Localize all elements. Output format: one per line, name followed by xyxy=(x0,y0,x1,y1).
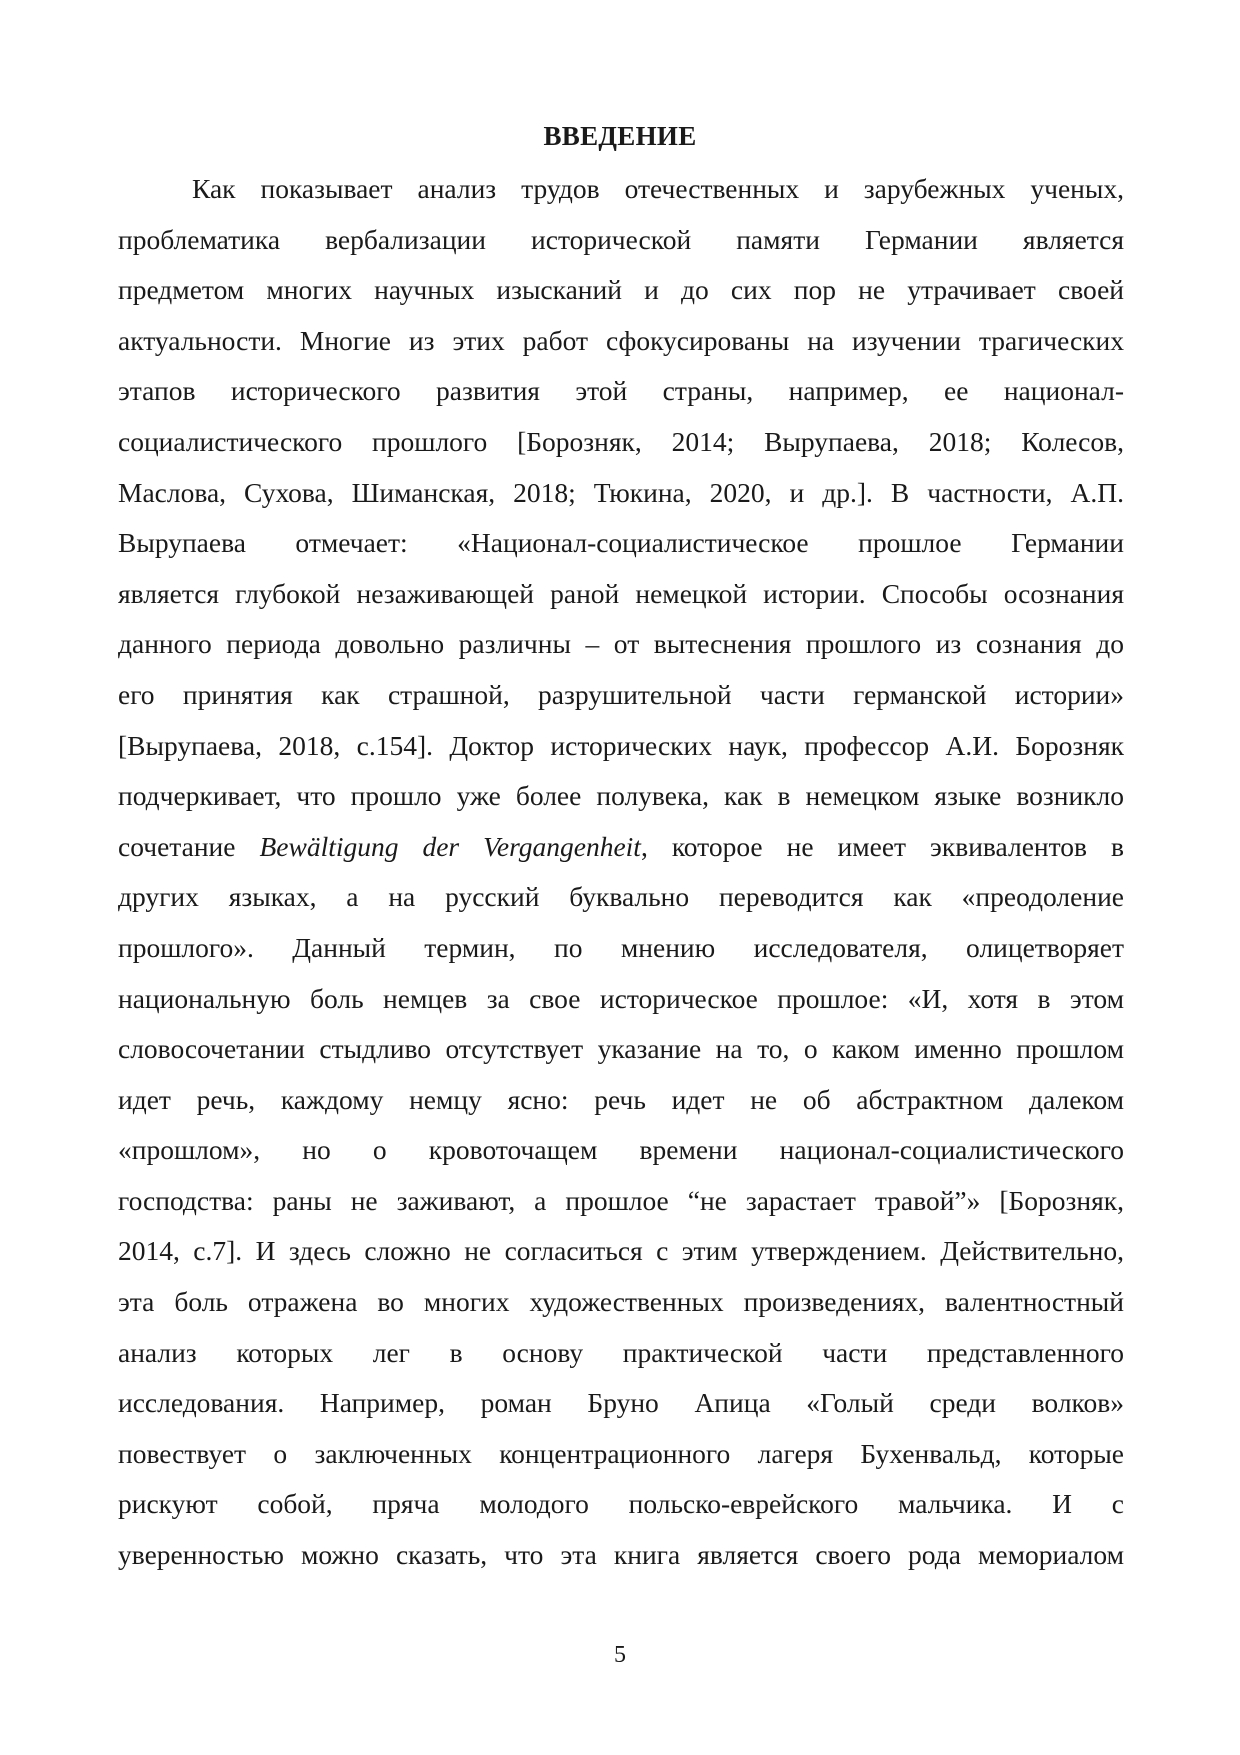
text-line: данного периода довольно различны – от вытеснения прошлого из сознания до xyxy=(118,628,1124,660)
text-line: рискуют собой, пряча молодого польско-еврейского мальчика. И с xyxy=(118,1488,1124,1520)
text-line: эта боль отражена во многих художественных произведениях, валентностный xyxy=(118,1286,1124,1318)
text-line: предметом многих научных изысканий и до сих пор не утрачивает своей xyxy=(118,274,1124,306)
text-line: [Вырупаева, 2018, с.154]. Доктор исторических наук, профессор А.И. Борозняк xyxy=(118,729,1124,761)
text-line: «прошлом», но о кровоточащем времени национал-социалистического xyxy=(118,1134,1124,1166)
italic-term: Bewältigung der Vergangenheit xyxy=(259,830,641,862)
text-line: идет речь, каждому немцу ясно: речь идет не об абстрактном далеком xyxy=(118,1083,1124,1115)
text-line: Вырупаева отмечает: «Национал-социалистическое прошлое Германии xyxy=(118,527,1124,559)
text-line: его принятия как страшной, разрушительной части германской истории» xyxy=(118,678,1124,710)
text-line: Как показывает анализ трудов отечественных и зарубежных ученых, xyxy=(192,173,1124,204)
text-segment: , которое не имеет эквивалентов в xyxy=(640,830,1124,862)
text-line-with-italic xyxy=(118,822,1124,873)
text-line: повествует о заключенных концентрационного лагеря Бухенвальд, которые xyxy=(118,1437,1124,1469)
text-line: национальную боль немцев за свое историческое прошлое: «И, хотя в этом xyxy=(118,982,1124,1014)
text-line: социалистического прошлого [Борозняк, 2014; Вырупаева, 2018; Колесов, xyxy=(118,425,1124,457)
text-line: исследования. Например, роман Бруно Апица «Голый среди волков» xyxy=(118,1387,1124,1419)
text-segment: сочетание xyxy=(118,830,260,862)
text-line: подчеркивает, что прошло уже более полувека, как в немецком языке возникло xyxy=(118,780,1124,812)
text-line: проблематика вербализации исторической памяти Германии является xyxy=(118,223,1124,255)
text-line: анализ которых лег в основу практической части представленного xyxy=(118,1336,1124,1368)
text-line: 2014, с.7]. И здесь сложно не согласиться с этим утверждением. Действительно, xyxy=(118,1235,1124,1267)
text-line: словосочетании стыдливо отсутствует указание на то, о каком именно прошлом xyxy=(118,1033,1124,1065)
text-line: господства: раны не заживают, а прошлое “не зарастает травой”» [Борозняк, xyxy=(118,1184,1124,1216)
text-line: этапов исторического развития этой страны, например, ее национал- xyxy=(118,375,1124,407)
page-number: 5 xyxy=(614,1642,626,1668)
text-line: Маслова, Сухова, Шиманская, 2018; Тюкина, 2020, и др.]. В частности, А.П. xyxy=(118,476,1124,508)
text-line: актуальности. Многие из этих работ сфокусированы на изучении трагических xyxy=(118,324,1124,356)
body-paragraph xyxy=(118,164,1124,1581)
text-line: прошлого». Данный термин, по мнению исследователя, олицетворяет xyxy=(118,931,1124,963)
page-heading: ВВЕДЕНИЕ xyxy=(543,121,697,151)
text-line: других языках, а на русский буквально переводится как «преодоление xyxy=(118,881,1124,913)
text-line: уверенностью можно сказать, что эта книга является своего рода мемориалом xyxy=(118,1539,1124,1571)
text-line: является глубокой незаживающей раной немецкой истории. Способы осознания xyxy=(118,577,1124,609)
